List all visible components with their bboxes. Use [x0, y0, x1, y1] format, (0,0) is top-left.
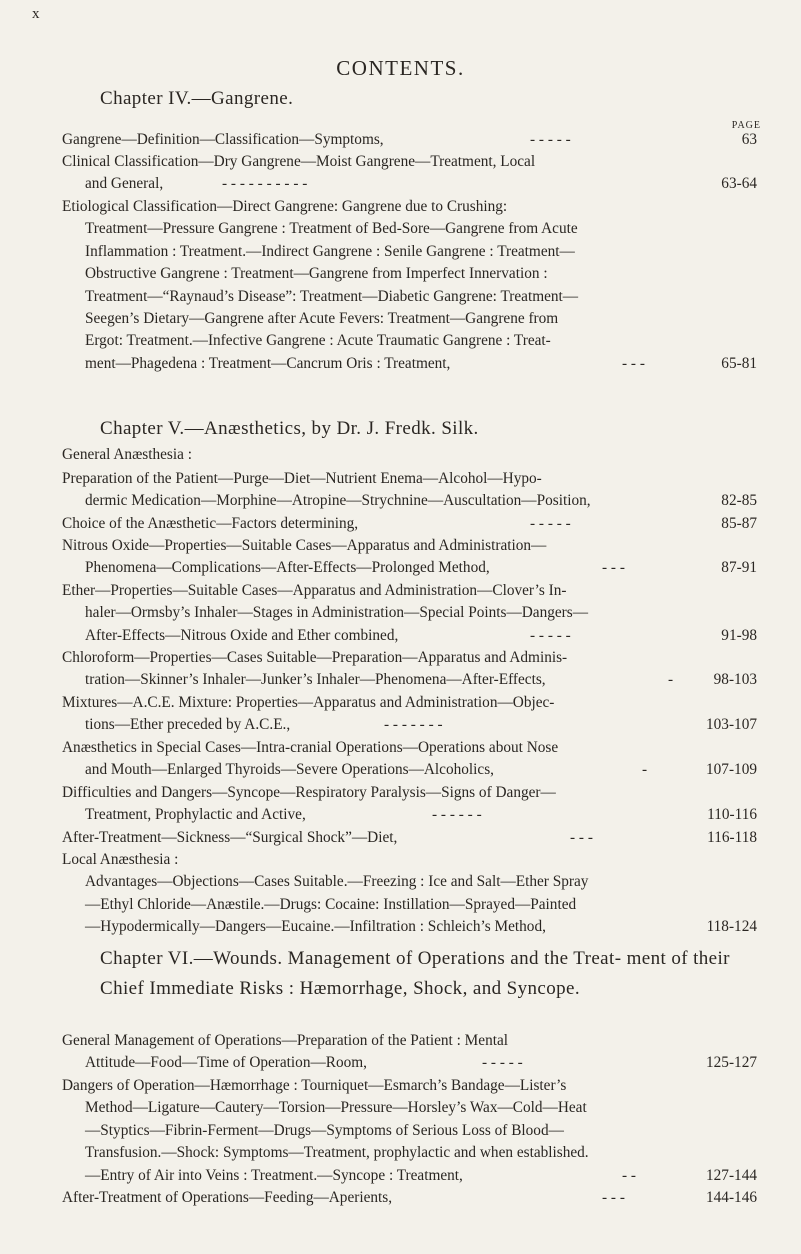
toc-entry: Nitrous Oxide—Properties—Suitable Cases—Apparatus and Administration— Phenomena—Complications—After-Effects—Prolonged Method, - - - 87-91	[62, 537, 757, 577]
toc-entry: Local Anæsthesia : Advantages—Objections—Cases Suitable.—Freezing : Ice and Salt—Ether Spray —Ethyl Chloride—Anæstile.—Drugs: Cocaine: Instillation—Sprayed—Painted —Hypodermically—Dangers—Eucaine.—Infiltration : Schleich’s Method, 118-124	[62, 851, 757, 936]
toc-entry: After-Treatment of Operations—Feeding—Aperients, - - - 144-146	[62, 1189, 757, 1206]
toc-entry: Etiological Classification—Direct Gangrene: Gangrene due to Crushing: Treatment—Pressure Gangrene : Treatment of Bed-Sore—Gangrene from Acute Inflammation : Treatment.—Indirect Gangrene : Senile Gangrene : Treatment— Obstructive Gangrene : Treatment—Gangrene from Imperfect Innervation : Treatment—“Raynaud’s Disease”: Treatment—Diabetic Gangrene: Treatment— Seegen’s Dietary—Gangrene after Acute Fevers: Treatment—Gangrene from Ergot: Treatment.—Infective Gangrene : Acute Traumatic Gangrene : Treat- ment—Phagedena : Treatment—Cancrum Oris : Treatment, - - - 65-81	[62, 198, 757, 372]
toc-entry: General Management of Operations—Preparation of the Patient : Mental Attitude—Food—Time of Operation—Room, - - - - - 125-127	[62, 1032, 757, 1072]
toc-entry: Chloroform—Properties—Cases Suitable—Preparation—Apparatus and Adminis- tration—Skinner’s Inhaler—Junker’s Inhaler—Phenomena—After-Effects, - 98-103	[62, 649, 757, 689]
toc-entry: Ether—Properties—Suitable Cases—Apparatus and Administration—Clover’s In- haler—Ormsby’s Inhaler—Stages in Administration—Special Points—Dangers— After-Effects—Nitrous Oxide and Ether combined, - - - - - 91-98	[62, 582, 757, 644]
toc-entry: Mixtures—A.C.E. Mixture: Properties—Apparatus and Administration—Objec- tions—Ether preceded by A.C.E., - - - - - - - 103-107	[62, 694, 757, 734]
toc-entry: Gangrene—Definition—Classification—Symptoms, - - - - - 63	[62, 131, 757, 148]
toc-entry: Anæsthetics in Special Cases—Intra-cranial Operations—Operations about Nose and Mouth—Enlarged Thyroids—Severe Operations—Alcoholics, - 107-109	[62, 739, 757, 779]
toc-entry: Difficulties and Dangers—Syncope—Respiratory Paralysis—Signs of Danger— Treatment, Prophylactic and Active, - - - - - - 110-116	[62, 784, 757, 824]
page-marker: x	[32, 6, 40, 22]
chapter-iv-title: Chapter IV.—Gangrene.	[100, 88, 294, 109]
page-header: CONTENTS.	[336, 56, 465, 80]
general-anaesthesia-heading: General Anæsthesia :	[62, 446, 192, 463]
page-column-label: PAGE	[731, 120, 761, 131]
chapter-v-title: Chapter V.—Anæsthetics, by Dr. J. Fredk. Silk.	[100, 418, 479, 439]
toc-entry: Clinical Classification—Dry Gangrene—Moist Gangrene—Treatment, Local and General, - - - - - - - - - - 63-64	[62, 153, 757, 193]
toc-entry: Dangers of Operation—Hæmorrhage : Tourniquet—Esmarch’s Bandage—Lister’s Method—Ligature—Cautery—Torsion—Pressure—Horsley’s Wax—Cold—Heat —Styptics—Fibrin-Ferment—Drugs—Symptoms of Serious Loss of Blood— Transfusion.—Shock: Symptoms—Treatment, prophylactic and when established. —Entry of Air into Veins : Treatment.—Syncope : Treatment, - - 127-144	[62, 1077, 757, 1184]
toc-entry: Preparation of the Patient—Purge—Diet—Nutrient Enema—Alcohol—Hypo- dermic Medication—Morphine—Atropine—Strychnine—Auscultation—Position, 82-85	[62, 470, 757, 510]
toc-entry: After-Treatment—Sickness—“Surgical Shock”—Diet, - - - 116-118	[62, 829, 757, 846]
toc-entry: Choice of the Anæsthetic—Factors determining, - - - - - 85-87	[62, 515, 757, 532]
chapter-vi-title: Chapter VI.—Wounds. Management of Operations and the Treat- ment of their Chief Immediate Risks : Hæmorrhage, Shock, and Syncope.	[100, 948, 730, 999]
